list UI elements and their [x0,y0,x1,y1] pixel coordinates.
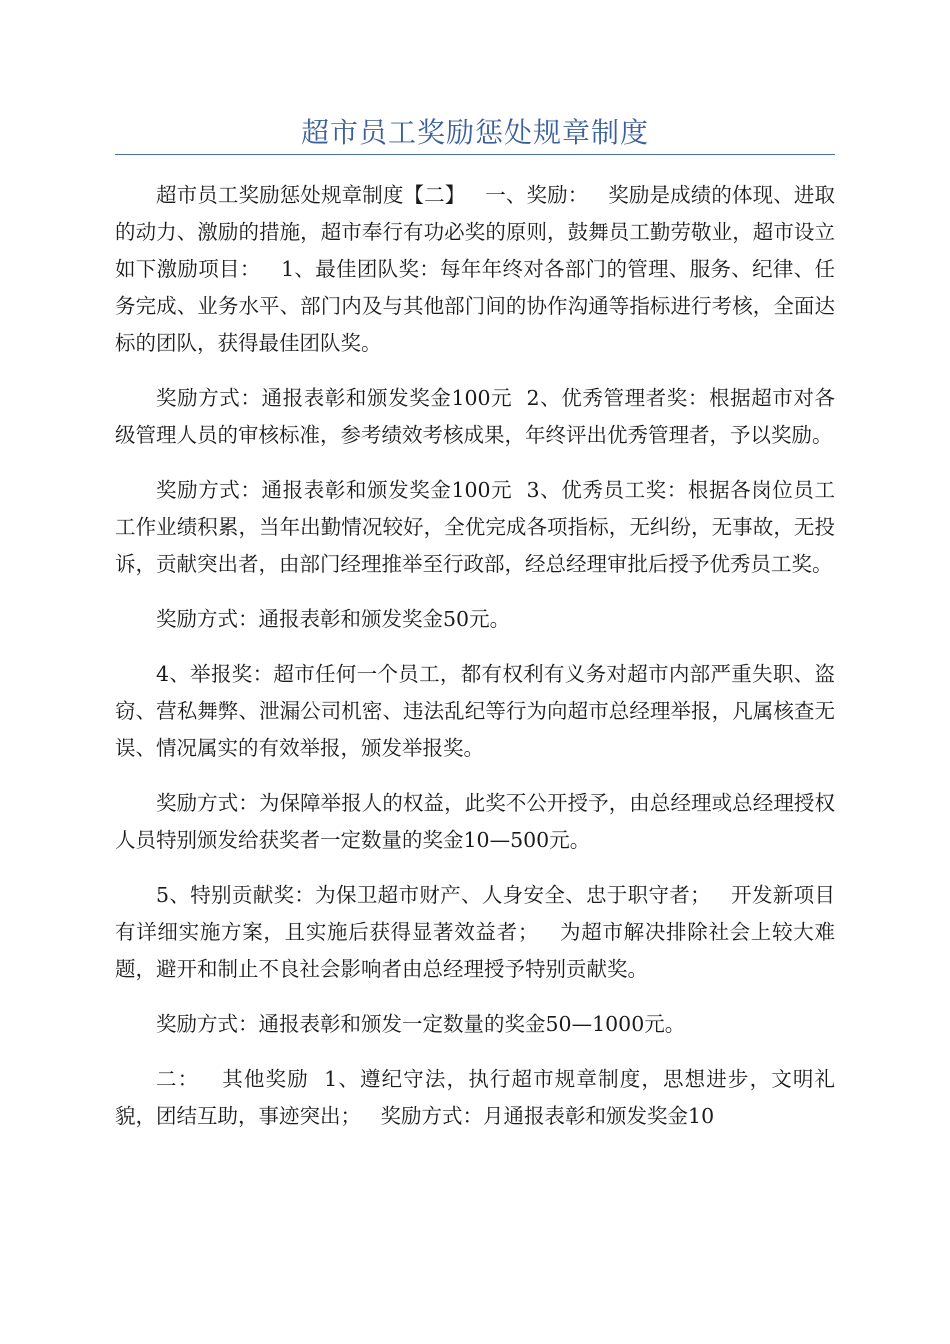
title-underline [115,154,835,155]
paragraph: 4、举报奖：超市任何一个员工，都有权利有义务对超市内部严重失职、盗窃、营私舞弊、泄漏公司机密、违法乱纪等行为向超市总经理举报，凡属核查无误、情况属实的有效举报，颁发举报奖。 [115,662,835,760]
document-body [115,177,835,1153]
paragraph: 奖励方式：为保障举报人的权益，此奖不公开授予，由总经理或总经理授权人员特别颁发给获奖者一定数量的奖金10—500元。 [115,791,835,852]
paragraph: 奖励方式：通报表彰和颁发奖金50元。 [156,607,511,631]
paragraph: 二： 其他奖励 1、遵纪守法，执行超市规章制度，思想进步，文明礼貌，团结互助，事迹突出； 奖励方式：月通报表彰和颁发奖金10 [115,1067,835,1128]
document-title: 超市员工奖励惩处规章制度 [300,116,649,149]
paragraph: 奖励方式：通报表彰和颁发一定数量的奖金50—1000元。 [156,1012,686,1036]
paragraph: 超市员工奖励惩处规章制度【二】 一、奖励： 奖励是成绩的体现、进取的动力、激励的措施，超市奉行有功必奖的原则，鼓舞员工勤劳敬业，超市设立如下激励项目： 1、最佳团队奖：每年年终对各部门的管理、服务、纪律、任务完成、业务水平、部门内及与其他部门间的协作沟通等指标进行考核，全面达标的团队，获得最佳团队奖。 [115,183,835,355]
paragraph: 奖励方式：通报表彰和颁发奖金100元 3、优秀员工奖：根据各岗位员工工作业绩积累，当年出勤情况较好，全优完成各项指标，无纠纷，无事故，无投诉，贡献突出者，由部门经理推举至行政部，经总经理审批后授予优秀员工奖。 [115,478,835,576]
paragraph: 5、特别贡献奖：为保卫超市财产、人身安全、忠于职守者； 开发新项目有详细实施方案，且实施后获得显著效益者； 为超市解决排除社会上较大难题，避开和制止不良社会影响者由总经理授予特别贡献奖。 [115,883,835,981]
paragraph: 奖励方式：通报表彰和颁发奖金100元 2、优秀管理者奖：根据超市对各级管理人员的审核标准，参考绩效考核成果，年终评出优秀管理者，予以奖励。 [115,386,835,447]
